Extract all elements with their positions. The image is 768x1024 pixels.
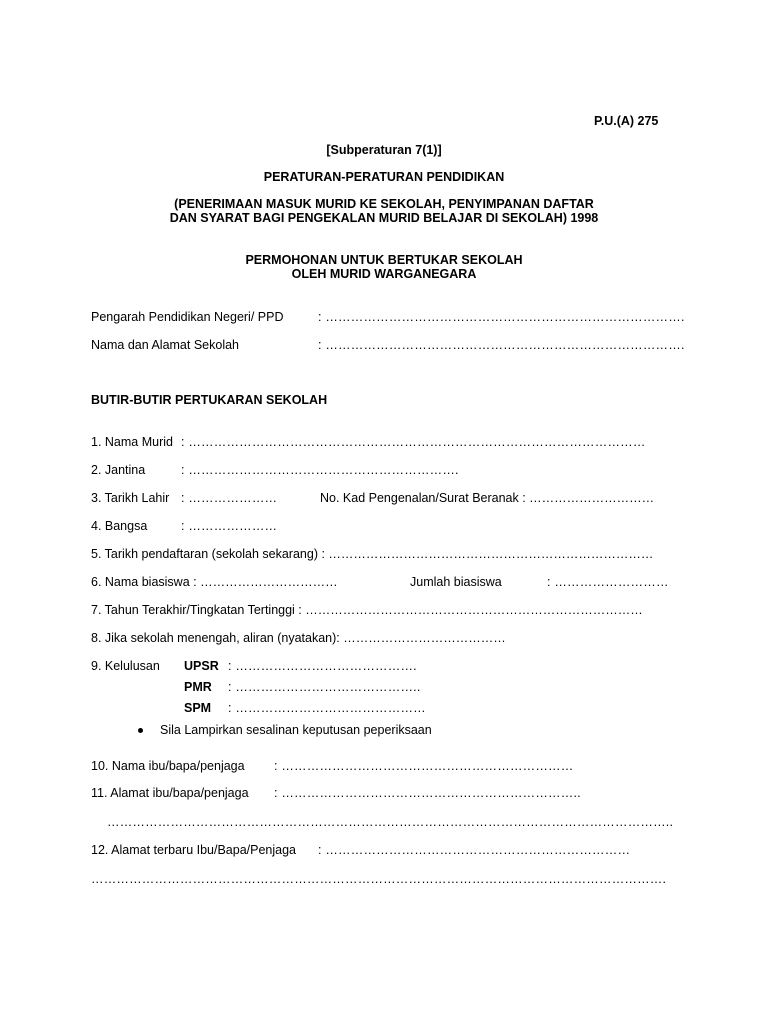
- birth-date-field[interactable]: : …………………: [181, 491, 278, 505]
- parent-address-label: 11. Alamat ibu/bapa/penjaga: [91, 786, 249, 800]
- director-label: Pengarah Pendidikan Negeri/ PPD: [91, 310, 284, 324]
- form-title-line-2: OLEH MURID WARGANEGARA: [291, 267, 477, 281]
- race-label: 4. Bangsa: [91, 519, 148, 533]
- race-field[interactable]: : …………………: [181, 519, 278, 533]
- latest-address-field[interactable]: : ………………………………………………………………: [318, 843, 631, 857]
- section-heading: BUTIR-BUTIR PERTUKARAN SEKOLAH: [91, 393, 328, 407]
- scholarship-amount-field[interactable]: : ………………………: [547, 575, 669, 589]
- identity-card-field[interactable]: No. Kad Pengenalan/Surat Beranak : …………………………: [320, 491, 655, 505]
- pmr-field[interactable]: : ……………………………………..: [228, 680, 421, 694]
- document-reference: P.U.(A) 275: [594, 114, 659, 128]
- gender-field[interactable]: : ……………………………………………………….: [181, 463, 459, 477]
- upsr-field[interactable]: : …………………………………….: [228, 659, 417, 673]
- parent-name-label: 10. Nama ibu/bapa/penjaga: [91, 759, 245, 773]
- gender-label: 2. Jantina: [91, 463, 146, 477]
- subregulation-label: [Subperaturan 7(1)]: [326, 143, 442, 157]
- parent-name-field[interactable]: : ……………………………………………………………: [274, 759, 574, 773]
- parent-address-field[interactable]: : ……………………………………………………………..: [274, 786, 581, 800]
- latest-address-label: 12. Alamat terbaru Ibu/Bapa/Penjaga: [91, 843, 297, 857]
- final-year-field[interactable]: 7. Tahun Terakhir/Tingkatan Tertinggi : ………………………………………………………………………: [91, 603, 643, 617]
- upsr-label: UPSR: [184, 659, 219, 673]
- student-name-label: 1. Nama Murid: [91, 435, 173, 449]
- spm-label: SPM: [184, 701, 212, 715]
- school-name-address-field[interactable]: : ………………………………………………………………………….: [318, 338, 685, 352]
- scholarship-name-field[interactable]: 6. Nama biasiswa : ……………………………: [91, 575, 338, 589]
- scholarship-amount-label: Jumlah biasiswa: [410, 575, 502, 589]
- school-name-address-label: Nama dan Alamat Sekolah: [91, 338, 240, 352]
- birth-date-label: 3. Tarikh Lahir: [91, 491, 170, 505]
- regulation-subtitle-line-1: (PENERIMAAN MASUK MURID KE SEKOLAH, PENYIMPANAN DAFTAR: [174, 197, 594, 211]
- attachment-note: Sila Lampirkan sesalinan keputusan peperiksaan: [160, 723, 432, 737]
- spm-field[interactable]: : ………………………………………: [228, 701, 426, 715]
- qualifications-label: 9. Kelulusan: [91, 659, 160, 673]
- student-name-field[interactable]: : ………………………………………………………………………………………………: [181, 435, 646, 449]
- parent-address-field-line-2[interactable]: ……………………………………………………………………………………………………………………..: [107, 815, 674, 829]
- regulation-title: PERATURAN-PERATURAN PENDIDIKAN: [263, 170, 505, 184]
- form-title-line-1: PERMOHONAN UNTUK BERTUKAR SEKOLAH: [245, 253, 523, 267]
- registration-date-field[interactable]: 5. Tarikh pendaftaran (sekolah sekarang) : ……………………………………………………………………: [91, 547, 654, 561]
- pmr-label: PMR: [184, 680, 212, 694]
- director-field[interactable]: : ………………………………………………………………………….: [318, 310, 685, 324]
- latest-address-field-line-2[interactable]: ……………………………………………………………………………………………………………………….: [91, 872, 667, 886]
- regulation-subtitle-line-2: DAN SYARAT BAGI PENGEKALAN MURID BELAJAR DI SEKOLAH) 1998: [169, 211, 599, 225]
- stream-field[interactable]: 8. Jika sekolah menengah, aliran (nyatakan): …………………………………: [91, 631, 506, 645]
- bullet-icon: [138, 728, 143, 733]
